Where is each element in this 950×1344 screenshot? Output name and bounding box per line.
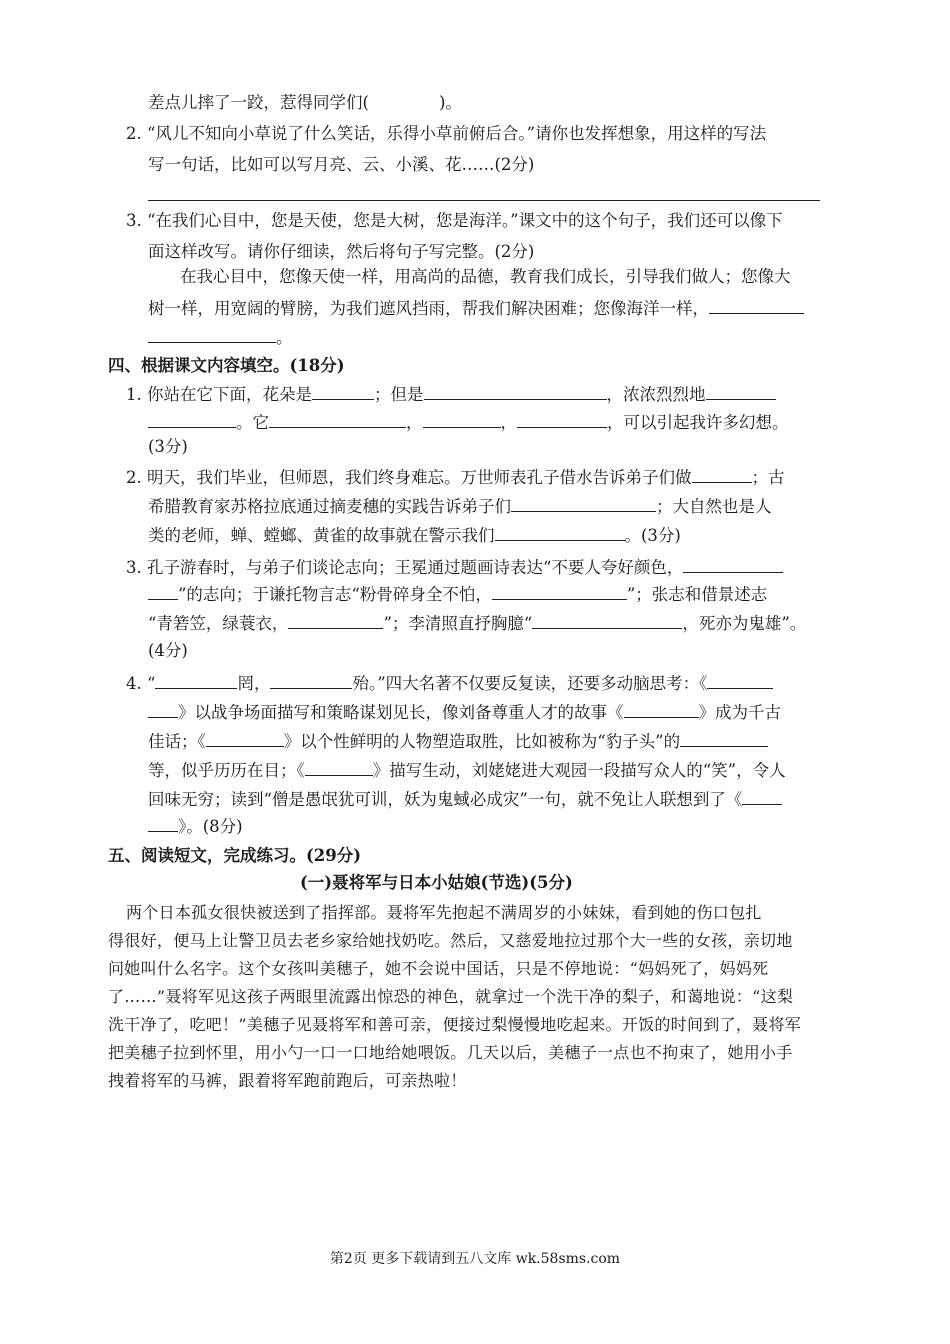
question-number: 2. xyxy=(126,468,142,487)
passage-title: (一)聂将军与日本小姑娘(节选)(5分) xyxy=(300,873,573,892)
text: ；古 xyxy=(751,468,785,487)
s4-q4-line-3 xyxy=(148,730,768,753)
question-2-line-1 xyxy=(126,123,766,145)
item1-continuation xyxy=(148,92,462,114)
passage-line: 问她叫什么名字。这个女孩叫美穗子，她不会说中国话，只是不停地说：“妈妈死了，妈妈死 xyxy=(108,959,769,978)
passage-line: 洗干净了，吃吧！”美穗子见聂将军和善可亲，便接过梨慢慢地吃起来。开饭的时间到了，聂将军 xyxy=(108,1015,802,1034)
s4-q4-line-2 xyxy=(148,701,781,724)
question-number: 2. xyxy=(126,124,142,143)
answer-blank[interactable] xyxy=(148,326,276,343)
answer-blank[interactable] xyxy=(148,411,236,428)
text: 》成为千古 xyxy=(698,703,781,722)
text: 你站在它下面，花朵是 xyxy=(147,385,312,404)
text: 孔子游春时，与弟子们谈论志向；王冕通过题画诗表达“不要人夸好颜色， xyxy=(147,558,684,577)
s4-q3-line-3 xyxy=(148,612,806,635)
s4-q3-line-2 xyxy=(148,583,767,606)
text: 》以战争场面描写和策略谋划见长，像刘备尊重人才的故事《 xyxy=(178,703,624,722)
answer-blank[interactable] xyxy=(155,672,237,689)
text: “风儿不知向小草说了什么笑话，乐得小草前俯后合。”请你也发挥想象，用这样的写法 xyxy=(147,124,767,143)
answer-blank[interactable] xyxy=(288,612,383,629)
question-3-line-3 xyxy=(180,266,791,288)
text: 。它 xyxy=(236,413,269,432)
text: 殆。”四大名著不仅要反复读，还要多动脑思考：《 xyxy=(352,674,708,693)
answer-blank[interactable] xyxy=(305,759,373,776)
answer-blank[interactable] xyxy=(270,672,352,689)
answer-blank[interactable] xyxy=(624,701,699,718)
s4-q4-line-5 xyxy=(148,788,782,811)
question-3-line-5 xyxy=(148,326,293,349)
answer-line[interactable] xyxy=(148,200,820,201)
answer-blank[interactable] xyxy=(423,411,501,428)
answer-blank[interactable] xyxy=(709,297,804,314)
s4-q2-line-2 xyxy=(148,495,772,518)
text: 等，似乎历历在目；《 xyxy=(148,761,305,780)
answer-blank[interactable] xyxy=(683,556,783,573)
s4-q1-line-1 xyxy=(126,383,776,406)
question-number: 3. xyxy=(126,211,142,230)
answer-blank[interactable] xyxy=(148,701,178,718)
answer-blank[interactable] xyxy=(706,383,776,400)
question-3-line-2 xyxy=(148,241,534,263)
answer-blank[interactable] xyxy=(206,730,284,747)
answer-blank[interactable] xyxy=(424,383,607,400)
answer-blank[interactable] xyxy=(148,815,178,832)
text: 明天，我们毕业，但师恩，我们终身难忘。万世师表孔子借水告诉弟子们做 xyxy=(147,468,692,487)
passage-line: 两个日本孤女很快被送到了指挥部。聂将军先抱起不满周岁的小妹妹，看到她的伤口包扎 xyxy=(126,903,762,922)
page-footer: 第2页 更多下载请到五八文库 wk.58sms.com xyxy=(329,1251,621,1267)
question-number: 4. xyxy=(126,674,142,693)
s4-q2-line-3 xyxy=(148,524,681,547)
text: )。 xyxy=(438,93,462,112)
text: ”的志向；于谦托物言志“粉骨碎身全不怕， xyxy=(178,585,492,604)
text: ，可以引起我许多幻想。 xyxy=(607,413,789,432)
question-2-line-2 xyxy=(148,154,534,176)
answer-blank[interactable] xyxy=(680,730,768,747)
answer-blank[interactable] xyxy=(532,612,682,629)
s4-q4-line-4 xyxy=(148,759,786,782)
text: 》。(8分) xyxy=(178,817,243,836)
text: ，浓浓烈烈地 xyxy=(606,385,706,404)
text: ， xyxy=(500,413,517,432)
text: 类的老师，蝉、螳螂、黄雀的故事就在警示我们 xyxy=(148,526,495,545)
s4-q4-line-1 xyxy=(126,672,773,695)
s4-q4-line-6 xyxy=(148,815,243,838)
answer-blank[interactable] xyxy=(369,92,439,108)
text: 佳话；《 xyxy=(148,732,206,751)
text: ；大自然也是人 xyxy=(656,497,772,516)
text: ，死亦为鬼雄”。 xyxy=(682,614,807,633)
passage-line: 了……”聂将军见这孩子两眼里流露出惊恐的神色，就拿过一个洗干净的梨子，和蔼地说：“这梨 xyxy=(108,987,794,1006)
answer-blank[interactable] xyxy=(492,583,627,600)
passage-line: 把美穗子拉到怀里，用小勺一口一口地给她喂饭。几天以后，美穗子一点也不拘束了，她用小手 xyxy=(108,1043,793,1062)
question-number: 3. xyxy=(126,558,142,577)
text: 在我心目中，您像天使一样，用高尚的品德，教育我们成长，引导我们做人；您像大 xyxy=(180,267,791,286)
text: 树一样，用宽阔的臂膀，为我们遮风挡雨，帮我们解决困难；您像海洋一样， xyxy=(148,299,709,318)
section-5-heading: 五、阅读短文，完成练习。(29分) xyxy=(108,846,362,865)
section-4-heading: 四、根据课文内容填空。(18分) xyxy=(108,356,345,375)
s4-q1-line-2 xyxy=(148,411,789,434)
text: 。 xyxy=(276,328,293,347)
s4-q2-line-1 xyxy=(126,466,785,489)
text: 》描写生动，刘姥姥进大观园一段描写众人的“笑”，令人 xyxy=(372,761,786,780)
passage-line: 得很好，便马上让警卫员去老乡家给她找奶吃。然后，又慈爱地拉过那个大一些的女孩，亲切地 xyxy=(108,931,793,950)
answer-blank[interactable] xyxy=(312,383,374,400)
question-3-line-1 xyxy=(126,210,783,232)
answer-blank[interactable] xyxy=(692,466,752,483)
s4-q1-score: (3分) xyxy=(148,437,188,456)
text: 》以个性鲜明的人物塑造取胜，比如被称为“豹子头”的 xyxy=(283,732,681,751)
text: 回味无穷；读到“僧是愚氓犹可训，妖为鬼蜮必成灾”一句，就不免让人联想到了《 xyxy=(148,790,743,809)
answer-blank[interactable] xyxy=(707,672,773,689)
answer-blank[interactable] xyxy=(269,411,406,428)
question-number: 1. xyxy=(126,385,142,404)
text: “青箬笠，绿蓑衣， xyxy=(148,614,289,633)
text: 差点儿摔了一跤，惹得同学们( xyxy=(148,93,369,112)
s4-q3-score: (4分) xyxy=(148,641,188,660)
text: “ xyxy=(147,674,156,693)
text: “在我们心目中，您是天使，您是大树，您是海洋。”课文中的这个句子，我们还可以像下 xyxy=(147,211,783,230)
text: ， xyxy=(406,413,423,432)
text: 罔， xyxy=(237,674,271,693)
text: 写一句话，比如可以写月亮、云、小溪、花……(2分) xyxy=(148,155,535,174)
text: ”；张志和借景述志 xyxy=(626,585,768,604)
answer-blank[interactable] xyxy=(495,524,625,541)
text: 面这样改写。请你仔细读，然后将句子写完整。(2分) xyxy=(148,242,535,261)
text: ；但是 xyxy=(374,385,424,404)
answer-blank[interactable] xyxy=(511,495,656,512)
text: ”；李清照直抒胸臆“ xyxy=(383,614,533,633)
answer-blank[interactable] xyxy=(517,411,607,428)
s4-q3-line-1 xyxy=(126,556,783,579)
passage-line: 拽着将军的马裤，跟着将军跑前跑后，可亲热啦！ xyxy=(108,1071,467,1090)
answer-blank[interactable] xyxy=(148,583,178,600)
question-3-line-4 xyxy=(148,297,804,320)
answer-blank[interactable] xyxy=(742,788,782,805)
text: 。(3分) xyxy=(624,526,681,545)
text: 希腊教育家苏格拉底通过摘麦穗的实践告诉弟子们 xyxy=(148,497,511,516)
